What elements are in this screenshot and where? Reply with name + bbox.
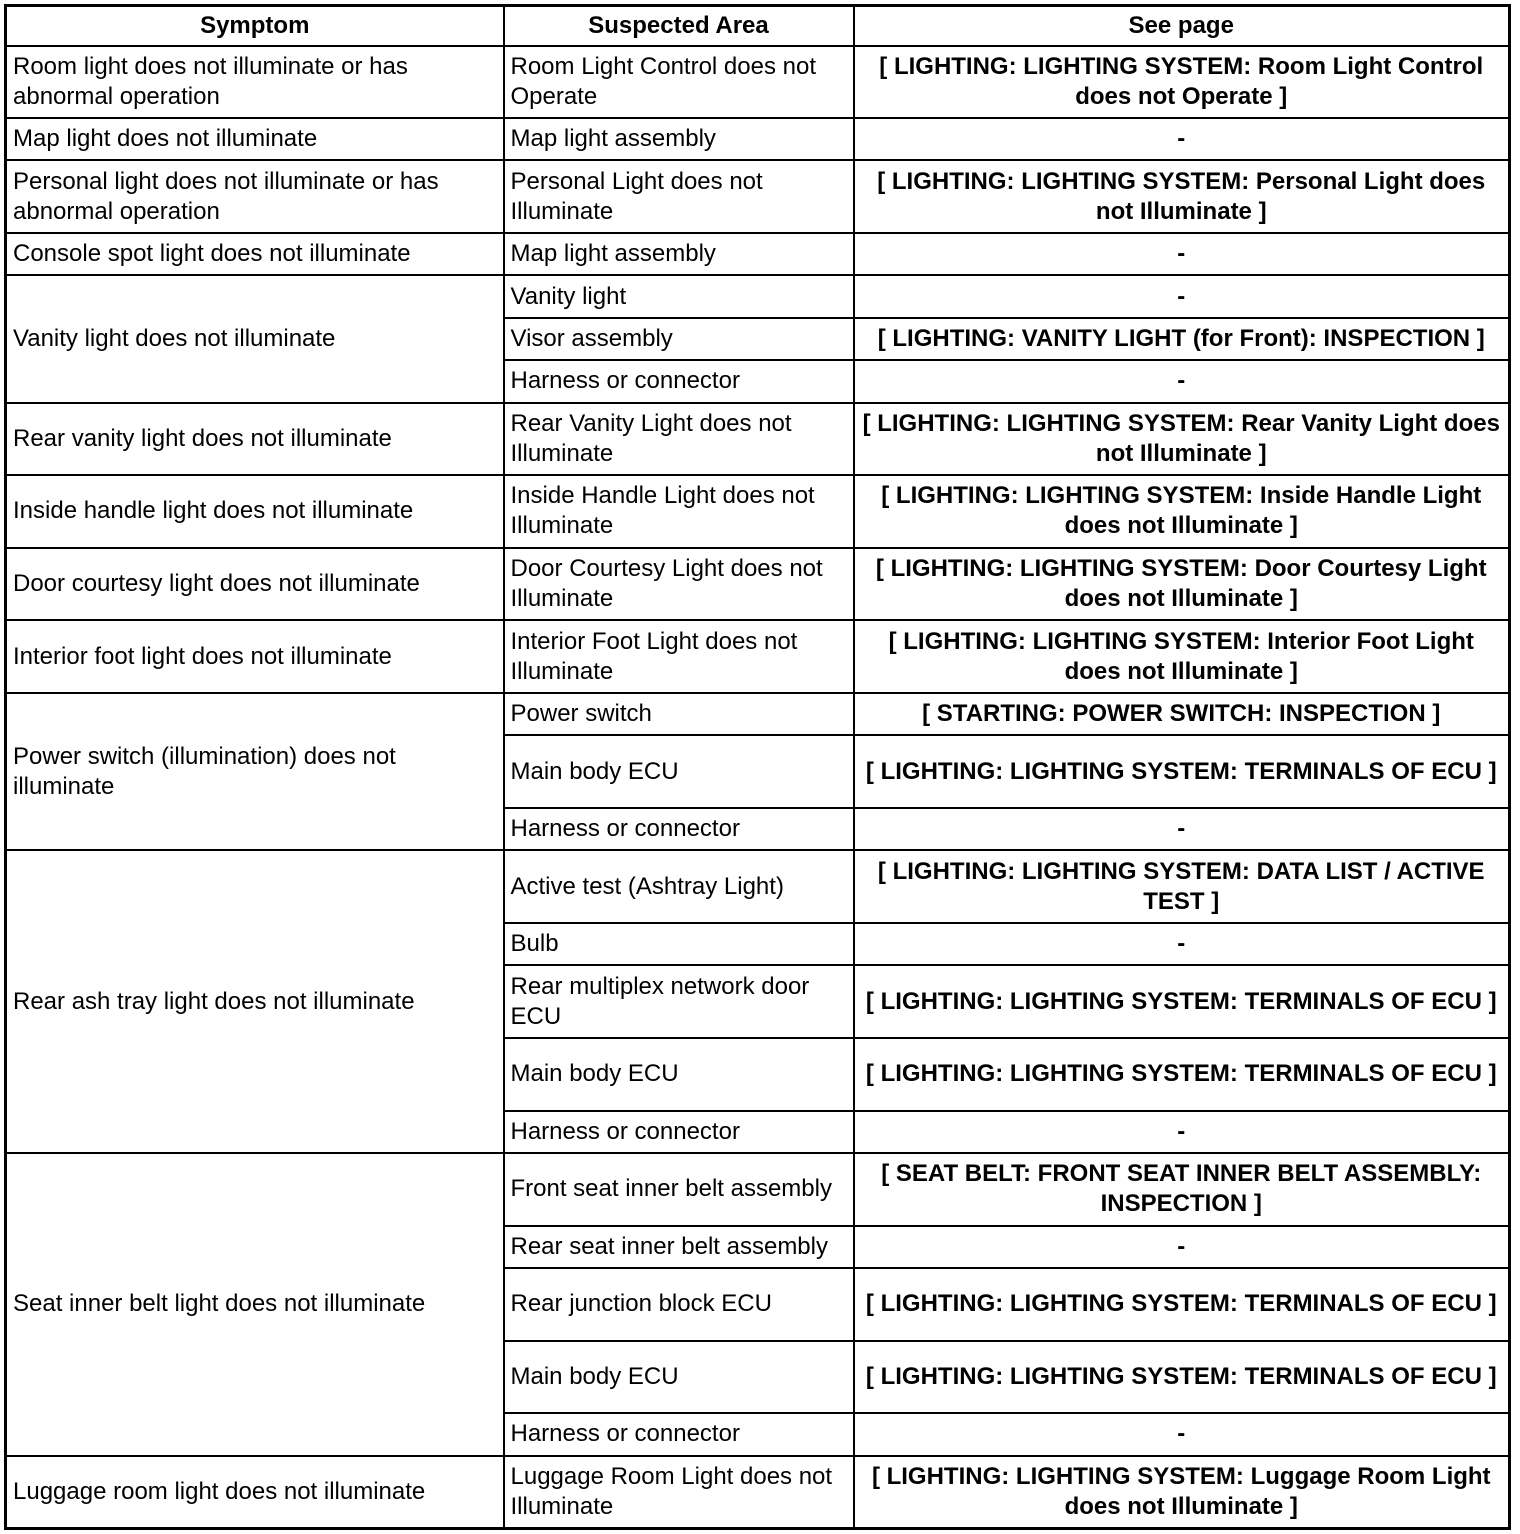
suspected-area-cell: Rear seat inner belt assembly [504, 1226, 854, 1268]
suspected-area-cell: Harness or connector [504, 1111, 854, 1153]
symptom-cell: Door courtesy light does not illuminate [6, 548, 504, 621]
suspected-area-cell: Rear multiplex network door ECU [504, 965, 854, 1038]
suspected-area-cell: Main body ECU [504, 1038, 854, 1111]
see-page-cell: [ LIGHTING: LIGHTING SYSTEM: Room Light Control does not Operate ] [854, 46, 1510, 119]
see-page-cell: - [854, 923, 1510, 965]
suspected-area-cell: Rear junction block ECU [504, 1268, 854, 1341]
symptom-cell: Luggage room light does not illuminate [6, 1456, 504, 1529]
header-see-page: See page [854, 6, 1510, 46]
see-page-cell: [ LIGHTING: LIGHTING SYSTEM: TERMINALS OF ECU ] [854, 965, 1510, 1038]
table-row [6, 693, 1510, 735]
symptom-cell: Seat inner belt light does not illuminate [6, 1153, 504, 1456]
see-page-cell: - [854, 360, 1510, 402]
suspected-area-cell: Main body ECU [504, 735, 854, 808]
table-row [6, 160, 1510, 233]
table-row [6, 1456, 1510, 1529]
suspected-area-cell: Rear Vanity Light does not Illuminate [504, 403, 854, 476]
symptom-table [4, 4, 1511, 1530]
see-page-cell: [ LIGHTING: LIGHTING SYSTEM: TERMINALS OF ECU ] [854, 1038, 1510, 1111]
see-page-cell: [ LIGHTING: LIGHTING SYSTEM: TERMINALS OF ECU ] [854, 735, 1510, 808]
table-body [6, 46, 1510, 1529]
table-row [6, 475, 1510, 548]
see-page-cell: [ LIGHTING: LIGHTING SYSTEM: Personal Light does not Illuminate ] [854, 160, 1510, 233]
see-page-cell: - [854, 275, 1510, 317]
suspected-area-cell: Active test (Ashtray Light) [504, 850, 854, 923]
see-page-cell: - [854, 118, 1510, 160]
see-page-cell: [ LIGHTING: LIGHTING SYSTEM: Luggage Room Light does not Illuminate ] [854, 1456, 1510, 1529]
suspected-area-cell: Map light assembly [504, 233, 854, 275]
table-row [6, 275, 1510, 317]
suspected-area-cell: Luggage Room Light does not Illuminate [504, 1456, 854, 1529]
table-row [6, 548, 1510, 621]
symptom-cell: Rear ash tray light does not illuminate [6, 850, 504, 1153]
suspected-area-cell: Vanity light [504, 275, 854, 317]
see-page-cell: - [854, 1413, 1510, 1455]
symptom-cell: Vanity light does not illuminate [6, 275, 504, 402]
suspected-area-cell: Front seat inner belt assembly [504, 1153, 854, 1226]
see-page-cell: [ SEAT BELT: FRONT SEAT INNER BELT ASSEMBLY: INSPECTION ] [854, 1153, 1510, 1226]
table-row [6, 1153, 1510, 1226]
see-page-cell: [ LIGHTING: LIGHTING SYSTEM: Rear Vanity Light does not Illuminate ] [854, 403, 1510, 476]
see-page-cell: [ LIGHTING: LIGHTING SYSTEM: Door Courtesy Light does not Illuminate ] [854, 548, 1510, 621]
see-page-cell: [ LIGHTING: LIGHTING SYSTEM: TERMINALS OF ECU ] [854, 1341, 1510, 1414]
table-row [6, 403, 1510, 476]
suspected-area-cell: Room Light Control does not Operate [504, 46, 854, 119]
see-page-cell: - [854, 233, 1510, 275]
suspected-area-cell: Main body ECU [504, 1341, 854, 1414]
see-page-cell: [ LIGHTING: LIGHTING SYSTEM: Inside Handle Light does not Illuminate ] [854, 475, 1510, 548]
table-row [6, 118, 1510, 160]
table-row [6, 233, 1510, 275]
header-symptom: Symptom [6, 6, 504, 46]
suspected-area-cell: Harness or connector [504, 360, 854, 402]
header-row [6, 6, 1510, 46]
see-page-cell: - [854, 1226, 1510, 1268]
symptom-cell: Map light does not illuminate [6, 118, 504, 160]
see-page-cell: [ LIGHTING: VANITY LIGHT (for Front): INSPECTION ] [854, 318, 1510, 360]
table-row [6, 46, 1510, 119]
header-suspected-area: Suspected Area [504, 6, 854, 46]
suspected-area-cell: Visor assembly [504, 318, 854, 360]
suspected-area-cell: Harness or connector [504, 1413, 854, 1455]
see-page-cell: [ STARTING: POWER SWITCH: INSPECTION ] [854, 693, 1510, 735]
symptom-cell: Personal light does not illuminate or has abnormal operation [6, 160, 504, 233]
see-page-cell: [ LIGHTING: LIGHTING SYSTEM: Interior Foot Light does not Illuminate ] [854, 620, 1510, 693]
see-page-cell: - [854, 808, 1510, 850]
symptom-cell: Inside handle light does not illuminate [6, 475, 504, 548]
symptom-cell: Power switch (illumination) does not illuminate [6, 693, 504, 850]
suspected-area-cell: Harness or connector [504, 808, 854, 850]
see-page-cell: - [854, 1111, 1510, 1153]
see-page-cell: [ LIGHTING: LIGHTING SYSTEM: TERMINALS OF ECU ] [854, 1268, 1510, 1341]
symptom-cell: Console spot light does not illuminate [6, 233, 504, 275]
table-row [6, 620, 1510, 693]
suspected-area-cell: Interior Foot Light does not Illuminate [504, 620, 854, 693]
symptom-cell: Interior foot light does not illuminate [6, 620, 504, 693]
suspected-area-cell: Power switch [504, 693, 854, 735]
symptom-cell: Room light does not illuminate or has abnormal operation [6, 46, 504, 119]
suspected-area-cell: Door Courtesy Light does not Illuminate [504, 548, 854, 621]
table-row [6, 850, 1510, 923]
symptom-cell: Rear vanity light does not illuminate [6, 403, 504, 476]
suspected-area-cell: Inside Handle Light does not Illuminate [504, 475, 854, 548]
suspected-area-cell: Bulb [504, 923, 854, 965]
suspected-area-cell: Personal Light does not Illuminate [504, 160, 854, 233]
see-page-cell: [ LIGHTING: LIGHTING SYSTEM: DATA LIST / ACTIVE TEST ] [854, 850, 1510, 923]
suspected-area-cell: Map light assembly [504, 118, 854, 160]
